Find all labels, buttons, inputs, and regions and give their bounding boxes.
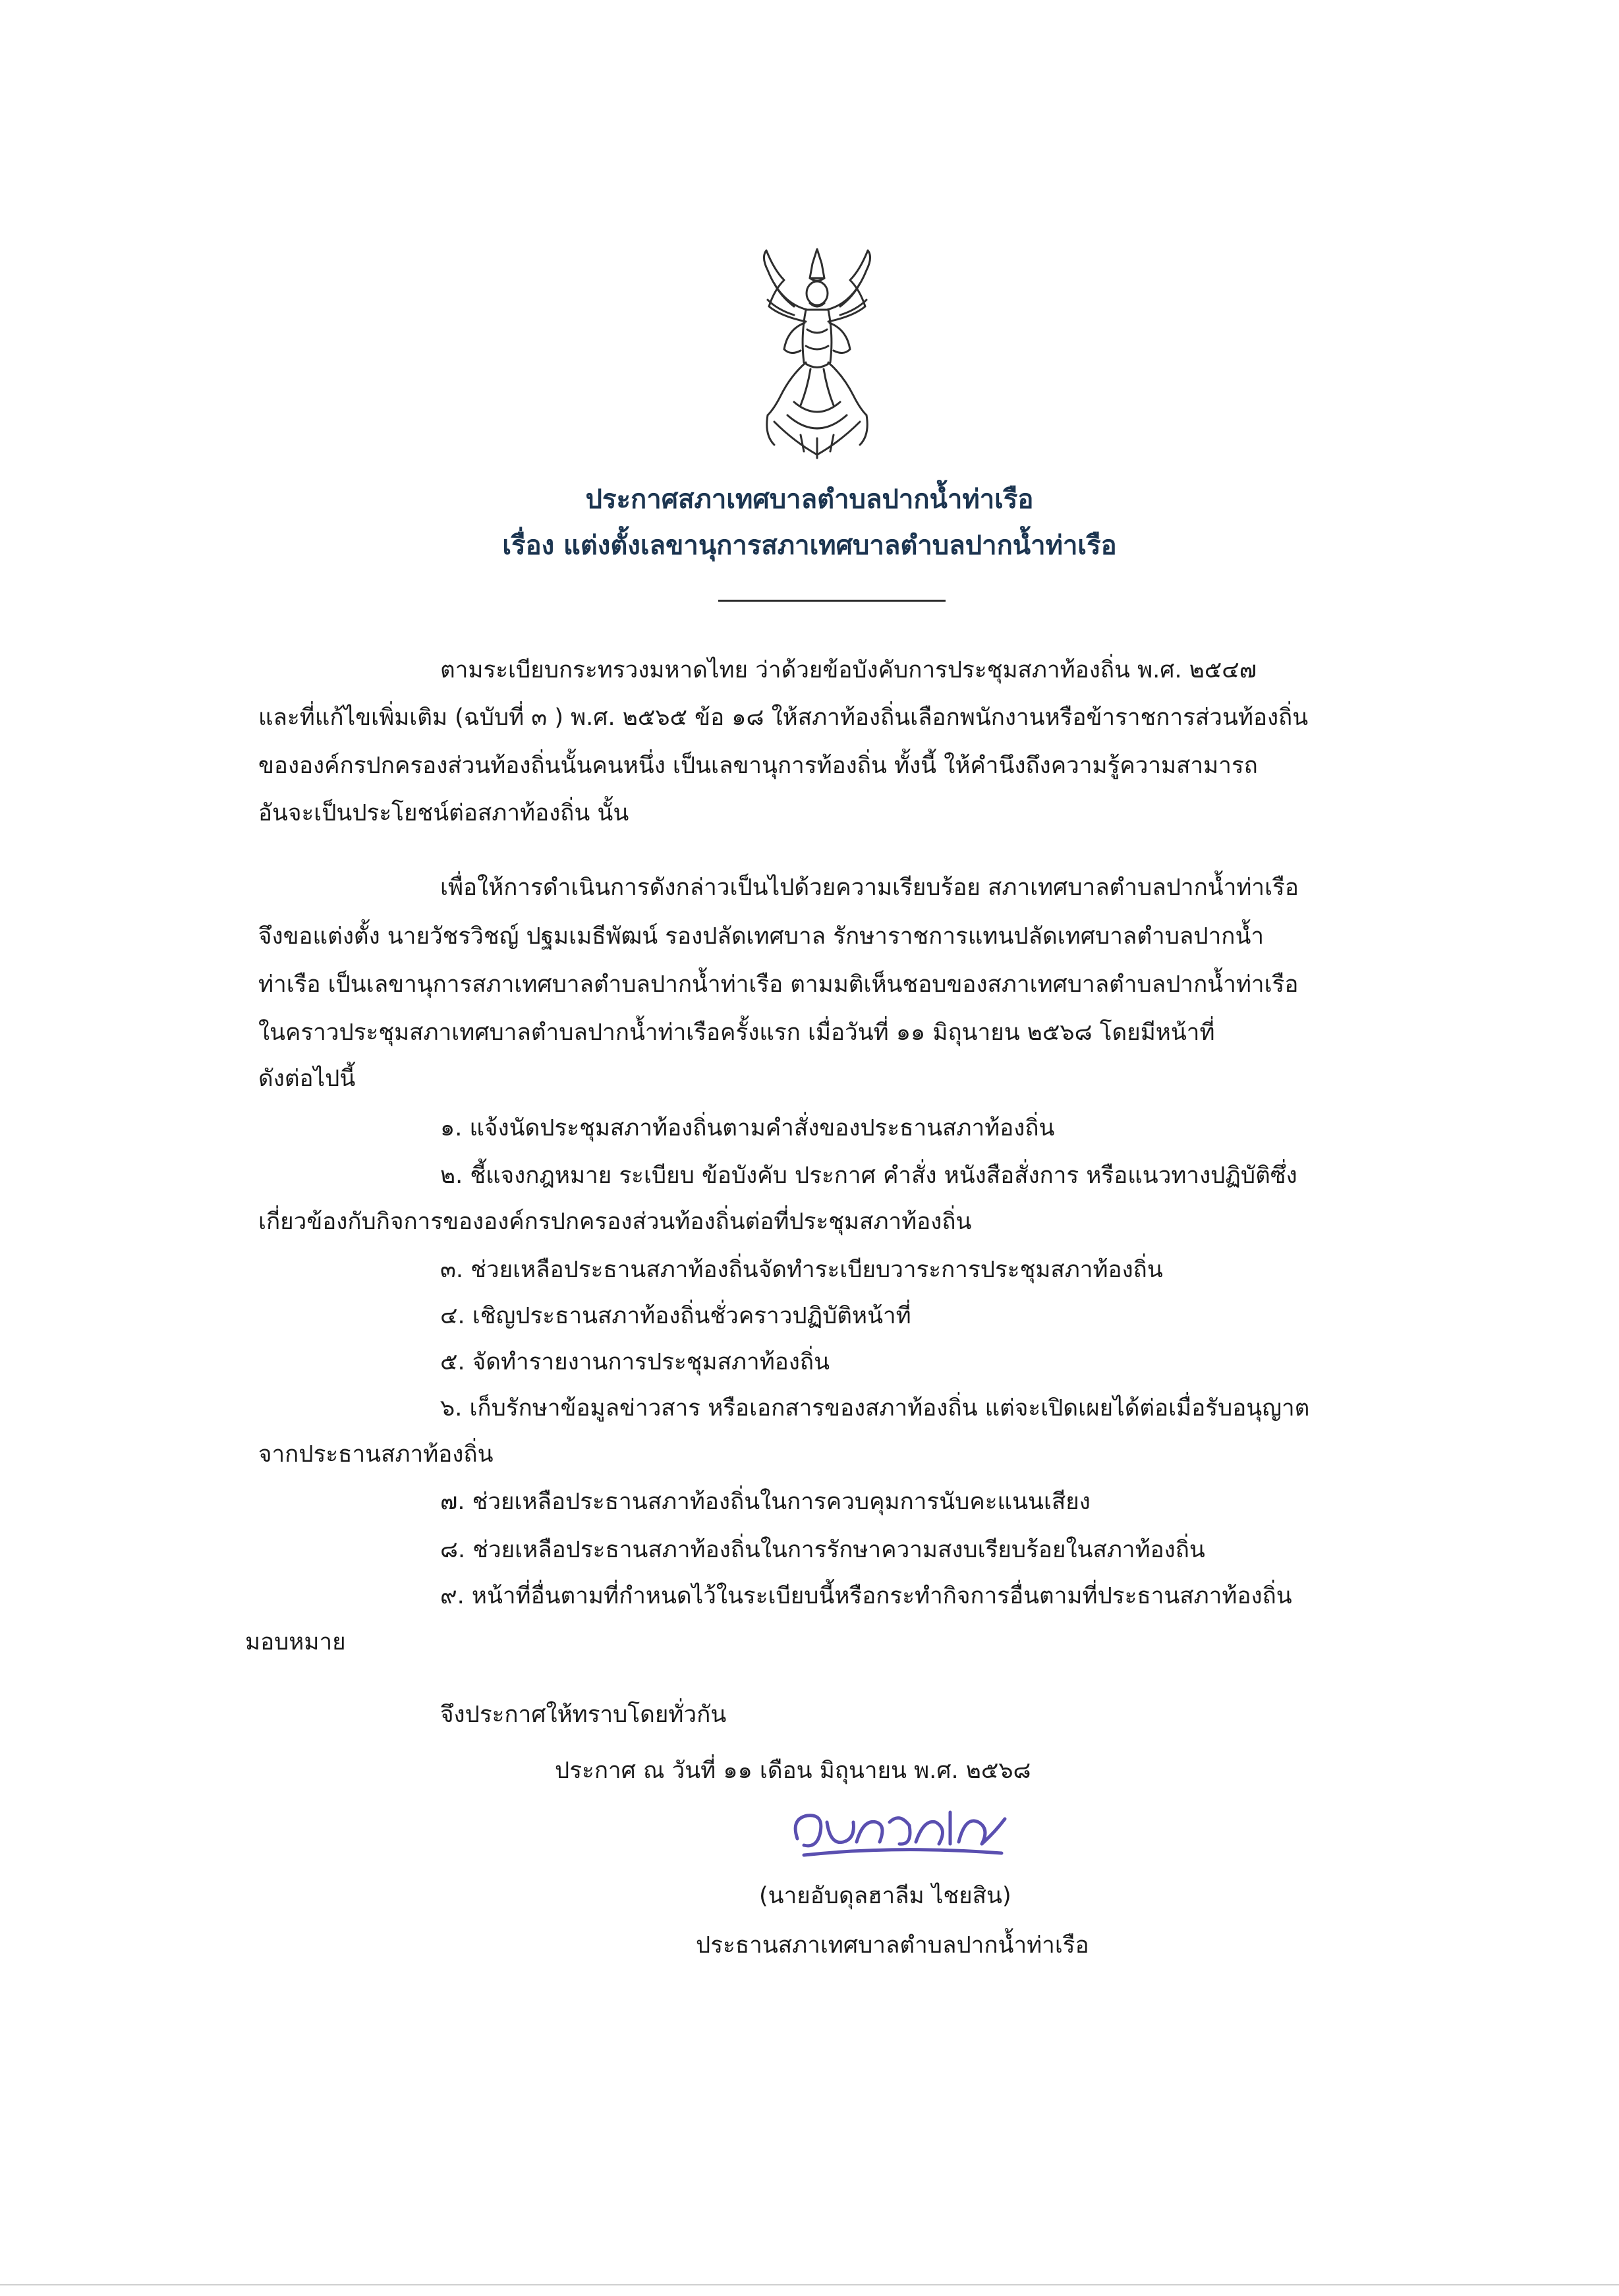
duty-3: ๓. ช่วยเหลือประธานสภาท้องถิ่นจัดทำระเบียบวาระการประชุมสภาท้องถิ่น (440, 1257, 1163, 1283)
handwritten-signature (778, 1793, 1015, 1865)
para1-line2: และที่แก้ไขเพิ่มเติม (ฉบับที่ ๓ ) พ.ศ. ๒๕๖๕ ข้อ ๑๘ ให้สภาท้องถิ่นเลือกพนักงานหรือข้าราชการส่วนท้องถิ่น (258, 704, 1309, 731)
duty-2-cont: เกี่ยวข้องกับกิจการขององค์กรปกครองส่วนท้องถิ่นต่อที่ประชุมสภาท้องถิ่น (258, 1209, 972, 1235)
para2-line3: ท่าเรือ เป็นเลขานุการสภาเทศบาลตำบลปากน้ำท่าเรือ ตามมติเห็นชอบของสภาเทศบาลตำบลปากน้ำท่าเรือ (258, 971, 1299, 998)
duty-9-cont: มอบหมาย (245, 1629, 346, 1655)
duty-6: ๖. เก็บรักษาข้อมูลข่าวสาร หรือเอกสารของสภาท้องถิ่น แต่จะเปิดเผยได้ต่อเมื่อรับอนุญาต (440, 1395, 1310, 1421)
duty-2: ๒. ชี้แจงกฎหมาย ระเบียบ ข้อบังคับ ประกาศ คำสั่ง หนังสือสั่งการ หรือแนวทางปฏิบัติซึ่ง (440, 1162, 1297, 1189)
title-divider (718, 600, 946, 602)
duty-6-cont: จากประธานสภาท้องถิ่น (258, 1441, 494, 1468)
para2-line5: ดังต่อไปนี้ (258, 1066, 356, 1092)
signatory-position: ประธานสภาเทศบาลตำบลปากน้ำท่าเรือ (696, 1932, 1089, 1959)
duty-5: ๕. จัดทำรายงานการประชุมสภาท้องถิ่น (440, 1349, 830, 1375)
duty-4: ๔. เชิญประธานสภาท้องถิ่นชั่วคราวปฏิบัติหน้าที่ (440, 1303, 911, 1329)
announcement-date: ประกาศ ณ วันที่ ๑๑ เดือน มิถุนายน พ.ศ. ๒๕๖๘ (555, 1758, 1031, 1784)
duty-7: ๗. ช่วยเหลือประธานสภาท้องถิ่นในการควบคุมการนับคะแนนเสียง (440, 1489, 1091, 1515)
duty-8: ๘. ช่วยเหลือประธานสภาท้องถิ่นในการรักษาความสงบเรียบร้อยในสภาท้องถิ่น (440, 1537, 1205, 1563)
scan-edge-line (0, 2284, 1619, 2285)
para2-line1: เพื่อให้การดำเนินการดังกล่าวเป็นไปด้วยความเรียบร้อย สภาเทศบาลตำบลปากน้ำท่าเรือ (440, 875, 1299, 901)
closing-statement: จึงประกาศให้ทราบโดยทั่วกัน (440, 1702, 727, 1728)
document-subject: เรื่อง แต่งตั้งเลขานุการสภาเทศบาลตำบลปากน้ำท่าเรือ (502, 531, 1117, 561)
duty-1: ๑. แจ้งนัดประชุมสภาท้องถิ่นตามคำสั่งของประธานสภาท้องถิ่น (440, 1115, 1055, 1141)
document-title: ประกาศสภาเทศบาลตำบลปากน้ำท่าเรือ (585, 484, 1034, 515)
para1-line4: อันจะเป็นประโยชน์ต่อสภาท้องถิ่น นั้น (258, 800, 629, 826)
para1-line1: ตามระเบียบกระทรวงมหาดไทย ว่าด้วยข้อบังคับการประชุมสภาท้องถิ่น พ.ศ. ๒๕๔๗ (440, 657, 1257, 683)
signatory-name: (นายอับดุลฮาลีม ไชยสิน) (759, 1883, 1011, 1909)
para2-line4: ในคราวประชุมสภาเทศบาลตำบลปากน้ำท่าเรือครั้งแรก เมื่อวันที่ ๑๑ มิถุนายน ๒๕๖๘ โดยมีหน้าที่ (258, 1019, 1215, 1046)
duty-9: ๙. หน้าที่อื่นตามที่กำหนดไว้ในระเบียบนี้หรือกระทำกิจการอื่นตามที่ประธานสภาท้องถิ่น (440, 1583, 1292, 1609)
para2-line2: จึงขอแต่งตั้ง นายวัชรวิชญ์ ปฐมเมธีพัฒน์ รองปลัดเทศบาล รักษาราชการแทนปลัดเทศบาลตำบลปากน้ำ (258, 923, 1264, 950)
para1-line3: ขององค์กรปกครองส่วนท้องถิ่นนั้นคนหนึ่ง เป็นเลขานุการท้องถิ่น ทั้งนี้ ให้คำนึงถึงความรู้ความสามารถ (258, 753, 1258, 779)
garuda-emblem-icon (754, 244, 880, 461)
